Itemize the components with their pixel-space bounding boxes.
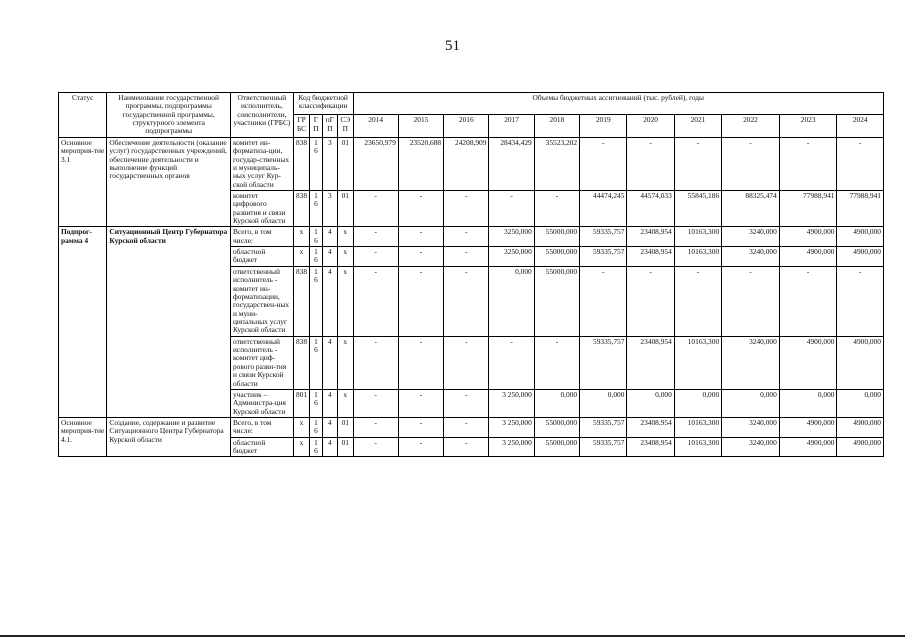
row-value: 23408,954 bbox=[627, 247, 674, 267]
row-value: - bbox=[444, 266, 489, 336]
row-code-grbs: х bbox=[293, 437, 309, 457]
row-code-sep: 01 bbox=[338, 417, 353, 437]
row-value: - bbox=[674, 266, 721, 336]
row-name: Ситуационный Центр Губернатора Курской области bbox=[107, 227, 231, 418]
row-code-gp: 16 bbox=[310, 437, 322, 457]
row-value: 59335,757 bbox=[580, 247, 627, 267]
row-code-pgp: 4 bbox=[322, 437, 337, 457]
row-value: - bbox=[353, 336, 398, 389]
budget-table bbox=[58, 92, 884, 457]
row-value: 59335,757 bbox=[580, 417, 627, 437]
header-year: 2023 bbox=[779, 115, 837, 137]
row-code-gp: 16 bbox=[310, 266, 322, 336]
row-status: Основное мероприя-тие 4.1. bbox=[59, 417, 107, 456]
row-executor: Всего, в том числе: bbox=[230, 227, 293, 247]
row-value: - bbox=[779, 137, 837, 190]
row-value: - bbox=[534, 336, 579, 389]
row-value: 0,000 bbox=[674, 389, 721, 417]
row-value: 59335,757 bbox=[580, 437, 627, 457]
row-value: 0,000 bbox=[534, 389, 579, 417]
row-value: 4900,000 bbox=[837, 227, 884, 247]
row-code-grbs: 838 bbox=[293, 336, 309, 389]
row-value: 3 250,000 bbox=[489, 389, 534, 417]
row-value: - bbox=[398, 417, 443, 437]
row-value: 23408,954 bbox=[627, 227, 674, 247]
row-value: - bbox=[534, 190, 579, 226]
row-executor: Всего, в том числе: bbox=[230, 417, 293, 437]
row-value: 28434,429 bbox=[489, 137, 534, 190]
table-row bbox=[59, 137, 884, 190]
row-value: 3250,000 bbox=[489, 247, 534, 267]
row-value: 23408,954 bbox=[627, 336, 674, 389]
header-year: 2014 bbox=[353, 115, 398, 137]
row-value: 44474,245 bbox=[580, 190, 627, 226]
row-code-sep: х bbox=[338, 227, 353, 247]
row-value: - bbox=[837, 137, 884, 190]
row-code-sep: 01 bbox=[338, 137, 353, 190]
row-code-sep: х bbox=[338, 266, 353, 336]
row-code-grbs: 801 bbox=[293, 389, 309, 417]
row-value: 0,000 bbox=[580, 389, 627, 417]
row-value: - bbox=[444, 190, 489, 226]
budget-table-body bbox=[59, 93, 884, 457]
row-value: - bbox=[627, 266, 674, 336]
header-year: 2017 bbox=[489, 115, 534, 137]
row-name: Обеспечение деятельности (оказание услуг) государственных учреждений, обеспечение деятельности и выполнение функций государственных органов bbox=[107, 137, 231, 227]
header-executor: Ответственный исполнитель, соисполнители, участники (ГРБС) bbox=[230, 93, 293, 138]
row-code-pgp: 3 bbox=[322, 137, 337, 190]
row-value: - bbox=[353, 437, 398, 457]
row-code-pgp: 3 bbox=[322, 190, 337, 226]
row-code-gp: 16 bbox=[310, 417, 322, 437]
row-value: - bbox=[398, 247, 443, 267]
row-code-grbs: 838 bbox=[293, 266, 309, 336]
row-code-grbs: х bbox=[293, 417, 309, 437]
row-executor: областной бюджет bbox=[230, 247, 293, 267]
row-code-pgp: 4 bbox=[322, 227, 337, 247]
row-value: 77988,941 bbox=[779, 190, 837, 226]
row-value: 4900,000 bbox=[837, 437, 884, 457]
row-value: - bbox=[489, 336, 534, 389]
row-value: 55000,000 bbox=[534, 417, 579, 437]
row-value: 10163,300 bbox=[674, 336, 721, 389]
row-value: 55000,000 bbox=[534, 437, 579, 457]
row-executor: участник – Администра-ция Курской области bbox=[230, 389, 293, 417]
row-code-gp: 16 bbox=[310, 227, 322, 247]
row-value: 4900,000 bbox=[779, 417, 837, 437]
header-year: 2016 bbox=[444, 115, 489, 137]
row-value: - bbox=[722, 266, 780, 336]
row-code-sep: 01 bbox=[338, 190, 353, 226]
page-number: 51 bbox=[445, 38, 460, 54]
row-value: 3240,000 bbox=[722, 417, 780, 437]
row-value: 3 250,000 bbox=[489, 437, 534, 457]
row-value: 3240,000 bbox=[722, 336, 780, 389]
row-value: - bbox=[580, 266, 627, 336]
scan-bottom-edge bbox=[0, 635, 905, 637]
header-year: 2020 bbox=[627, 115, 674, 137]
row-value: 88325,474 bbox=[722, 190, 780, 226]
row-code-gp: 16 bbox=[310, 247, 322, 267]
row-value: - bbox=[398, 389, 443, 417]
header-status: Статус bbox=[59, 93, 107, 138]
row-value: - bbox=[353, 389, 398, 417]
row-value: - bbox=[489, 190, 534, 226]
row-value: - bbox=[398, 266, 443, 336]
row-executor: ответственный исполнитель - комитет циф-рового разви-тия и связи Курской области bbox=[230, 336, 293, 389]
row-status: Подпрог-рамма 4 bbox=[59, 227, 107, 418]
row-value: 4900,000 bbox=[837, 247, 884, 267]
row-value: 77988,941 bbox=[837, 190, 884, 226]
row-value: - bbox=[398, 190, 443, 226]
header-name: Наименование государственной программы, подпрограммы государственной программы, структурного элемента подпрограммы bbox=[107, 93, 231, 138]
row-code-grbs: х bbox=[293, 247, 309, 267]
row-value: - bbox=[353, 417, 398, 437]
row-value: - bbox=[353, 190, 398, 226]
row-code-grbs: 838 bbox=[293, 190, 309, 226]
header-code-sep: СЭП bbox=[338, 115, 353, 137]
row-value: - bbox=[398, 437, 443, 457]
row-value: 59335,757 bbox=[580, 336, 627, 389]
row-value: 3240,000 bbox=[722, 437, 780, 457]
row-code-gp: 16 bbox=[310, 190, 322, 226]
row-value: 23408,954 bbox=[627, 417, 674, 437]
row-status: Основное мероприя-тие 3.1 bbox=[59, 137, 107, 227]
header-volumes: Объемы бюджетных ассигнований (тыс. рублей), годы bbox=[353, 93, 883, 115]
row-value: - bbox=[627, 137, 674, 190]
row-value: 0,000 bbox=[837, 389, 884, 417]
row-value: 55000,000 bbox=[534, 266, 579, 336]
header-year: 2022 bbox=[722, 115, 780, 137]
header-year: 2018 bbox=[534, 115, 579, 137]
row-value: - bbox=[779, 266, 837, 336]
row-value: 3250,000 bbox=[489, 227, 534, 247]
row-code-pgp: 4 bbox=[322, 336, 337, 389]
row-value: 0,000 bbox=[779, 389, 837, 417]
header-year: 2019 bbox=[580, 115, 627, 137]
row-value: 3 250,000 bbox=[489, 417, 534, 437]
row-code-pgp: 4 bbox=[322, 266, 337, 336]
header-year: 2015 bbox=[398, 115, 443, 137]
row-code-gp: 16 bbox=[310, 137, 322, 190]
row-value: - bbox=[444, 437, 489, 457]
row-value: 23408,954 bbox=[627, 437, 674, 457]
row-code-gp: 16 bbox=[310, 336, 322, 389]
row-value: 35523,202 bbox=[534, 137, 579, 190]
row-value: 10163,300 bbox=[674, 247, 721, 267]
row-value: 55000,000 bbox=[534, 247, 579, 267]
row-code-grbs: х bbox=[293, 227, 309, 247]
row-code-pgp: 4 bbox=[322, 389, 337, 417]
header-code-gp: ГП bbox=[310, 115, 322, 137]
row-value: - bbox=[398, 336, 443, 389]
row-value: 55000,000 bbox=[534, 227, 579, 247]
row-value: 0,000 bbox=[489, 266, 534, 336]
row-value: 23650,979 bbox=[353, 137, 398, 190]
header-code-pgp: пГП bbox=[322, 115, 337, 137]
row-value: 59335,757 bbox=[580, 227, 627, 247]
row-value: 3240,000 bbox=[722, 227, 780, 247]
header-year: 2024 bbox=[837, 115, 884, 137]
row-value: 10163,300 bbox=[674, 227, 721, 247]
row-code-grbs: 838 bbox=[293, 137, 309, 190]
row-code-sep: 01 bbox=[338, 437, 353, 457]
row-value: - bbox=[722, 137, 780, 190]
row-value: 4900,000 bbox=[837, 417, 884, 437]
header-year: 2021 bbox=[674, 115, 721, 137]
row-value: 55845,186 bbox=[674, 190, 721, 226]
row-value: - bbox=[353, 227, 398, 247]
row-value: 23520,688 bbox=[398, 137, 443, 190]
row-value: - bbox=[444, 417, 489, 437]
row-value: - bbox=[837, 266, 884, 336]
row-value: 10163,300 bbox=[674, 417, 721, 437]
row-value: - bbox=[353, 247, 398, 267]
row-value: 0,000 bbox=[722, 389, 780, 417]
row-value: 4900,000 bbox=[779, 336, 837, 389]
row-code-pgp: 4 bbox=[322, 417, 337, 437]
row-value: - bbox=[674, 137, 721, 190]
row-value: - bbox=[353, 266, 398, 336]
row-value: - bbox=[444, 336, 489, 389]
row-value: 24208,909 bbox=[444, 137, 489, 190]
row-value: - bbox=[398, 227, 443, 247]
row-value: - bbox=[580, 137, 627, 190]
row-value: 4900,000 bbox=[779, 247, 837, 267]
row-value: 4900,000 bbox=[779, 437, 837, 457]
row-value: 4900,000 bbox=[837, 336, 884, 389]
row-name: Создание, содержание и развитие Ситуационного Центра Губернатора Курской области bbox=[107, 417, 231, 456]
header-budget-code: Код бюджетной классификации bbox=[293, 93, 353, 115]
row-code-sep: х bbox=[338, 336, 353, 389]
row-value: - bbox=[444, 227, 489, 247]
table-row bbox=[59, 417, 884, 437]
row-value: - bbox=[444, 389, 489, 417]
row-value: 3240,000 bbox=[722, 247, 780, 267]
row-executor: комитет ин-форматиза-ции, государ-ственных и муниципаль-ных услуг Кур-ской области bbox=[230, 137, 293, 190]
row-value: 4900,000 bbox=[779, 227, 837, 247]
row-code-sep: х bbox=[338, 389, 353, 417]
row-code-gp: 16 bbox=[310, 389, 322, 417]
row-value: 10163,300 bbox=[674, 437, 721, 457]
row-code-pgp: 4 bbox=[322, 247, 337, 267]
row-executor: ответственный исполнитель - комитет ин-форматизации, государствен-ных и муни-ципальных услуг Курской области bbox=[230, 266, 293, 336]
header-code-grbs: ГРБС bbox=[293, 115, 309, 137]
table-row bbox=[59, 227, 884, 247]
row-value: - bbox=[444, 247, 489, 267]
row-executor: комитет цифрового развития и связи Курской области bbox=[230, 190, 293, 226]
row-executor: областной бюджет bbox=[230, 437, 293, 457]
row-code-sep: х bbox=[338, 247, 353, 267]
row-value: 44574,033 bbox=[627, 190, 674, 226]
row-value: 0,000 bbox=[627, 389, 674, 417]
